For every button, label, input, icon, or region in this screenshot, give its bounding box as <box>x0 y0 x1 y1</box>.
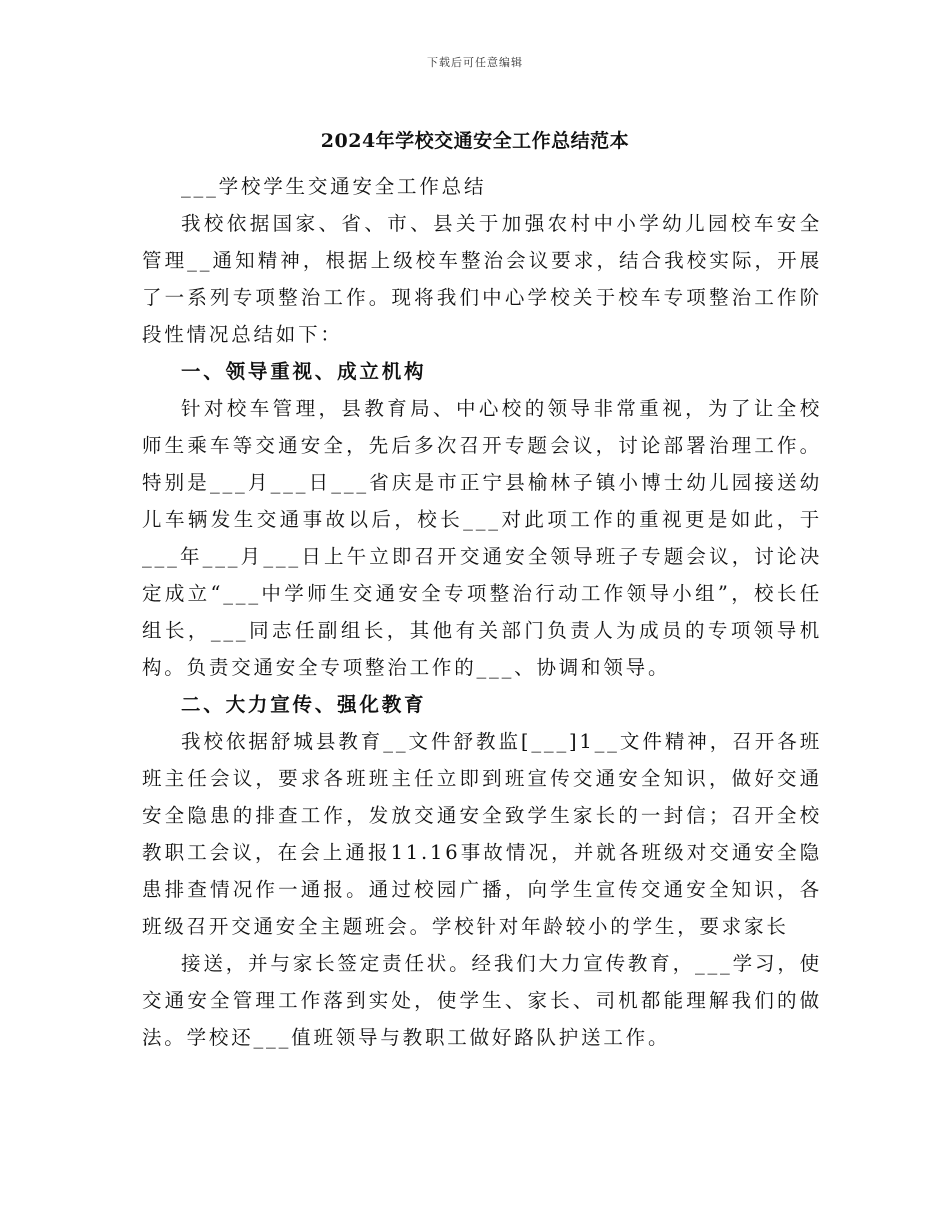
section-heading-2: 二、大力宣传、强化教育 <box>181 693 427 716</box>
header-note: 下载后可任意编辑 <box>427 56 523 69</box>
document-title: 2024年学校交通安全工作总结范本 <box>320 130 630 152</box>
intro-paragraph: 我校依据国家、省、市、县关于加强农村中小学幼儿园校车安全管理__通知精神，根据上级校车整治会议要求，结合我校实际，开展了一系列专项整治工作。现将我们中心学校关于校车专项整治工作阶段性情况总结如下： <box>142 212 822 346</box>
section-1-paragraph: 针对校车管理，县教育局、中心校的领导非常重视，为了让全校师生乘车等交通安全，先后多次召开专题会议，讨论部署治理工作。特别是___月___日___省庆是市正宁县榆林子镇小博士幼儿园接送幼儿车辆发生交通事故以后，校长___对此项工作的重视更是如此，于___年___月___日上午立即召开交通安全领导班子专题会议，讨论决定成立“___中学师生交通安全专项整治行动工作领导小组”，校长任组长，___同志任副组长，其他有关部门负责人为成员的专项领导机构。负责交通安全专项整治工作的___、协调和领导。 <box>142 397 822 679</box>
section-heading-1: 一、领导重视、成立机构 <box>181 360 427 383</box>
section-2-paragraph-a: 我校依据舒城县教育__文件舒教监[___]1__文件精神，召开各班班主任会议，要求各班班主任立即到班宣传交通安全知识，做好交通安全隐患的排查工作，发放交通安全致学生家长的一封信；召开全校教职工会议，在会上通报11.16事故情况，并就各班级对交通安全隐患排查情况作一通报。通过校园广播，向学生宣传交通安全知识，各班级召开交通安全主题班会。学校针对年龄较小的学生，要求家长 <box>142 730 822 938</box>
document-body <box>142 168 822 1056</box>
section-2-paragraph-b: 接送，并与家长签定责任状。经我们大力宣传教育，___学习，使交通安全管理工作落到实处，使学生、家长、司机都能理解我们的做法。学校还___值班领导与教职工做好路队护送工作。 <box>142 952 822 1049</box>
subtitle-paragraph: ___学校学生交通安全工作总结 <box>181 175 487 198</box>
